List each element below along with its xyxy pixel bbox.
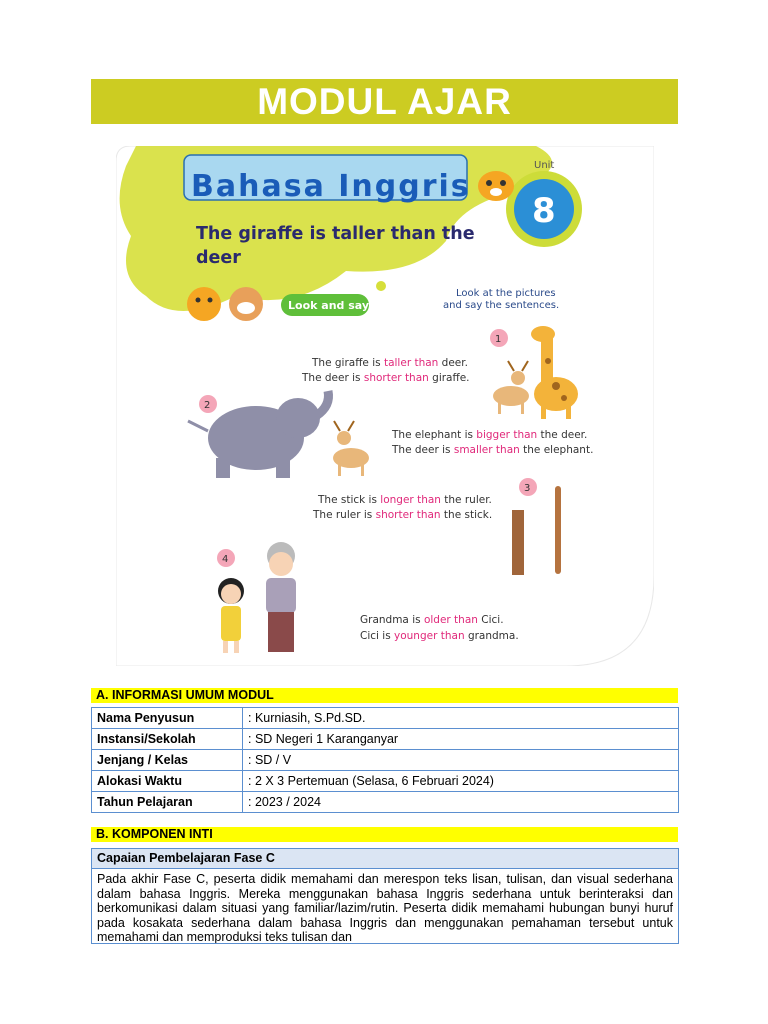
item-3-number: 3 xyxy=(524,483,531,494)
unit-label: Unit xyxy=(534,160,555,171)
table-row xyxy=(92,729,679,750)
subject-text: Bahasa Inggris xyxy=(191,169,471,204)
row-value: : 2 X 3 Pertemuan (Selasa, 6 Februari 2024) xyxy=(243,771,679,792)
row-key: Jenjang / Kelas xyxy=(92,750,243,771)
tiger-icon xyxy=(478,171,514,201)
item-1-sentence-1: The giraffe is taller than deer. xyxy=(312,357,468,369)
cover-illustration xyxy=(116,146,654,666)
grandma-illustration xyxy=(266,542,296,652)
row-key: Nama Penyusun xyxy=(92,708,243,729)
ruler-illustration xyxy=(512,510,524,575)
item-4-number: 4 xyxy=(222,554,229,565)
item-4-sentence-2: Cici is younger than grandma. xyxy=(360,630,519,642)
table-row xyxy=(92,792,679,813)
item-3-sentence-1: The stick is longer than the ruler. xyxy=(318,494,492,506)
document-title-bar xyxy=(91,79,678,124)
row-value: : 2023 / 2024 xyxy=(243,792,679,813)
row-key: Alokasi Waktu xyxy=(92,771,243,792)
row-value: : SD Negeri 1 Karanganyar xyxy=(243,729,679,750)
instruction-line2: and say the sentences. xyxy=(443,300,560,311)
section-a-heading: A. INFORMASI UMUM MODUL xyxy=(91,688,678,703)
item-4-sentence-1: Grandma is older than Cici. xyxy=(360,614,504,626)
lesson-title-line1: The giraffe is taller than the xyxy=(196,224,475,244)
item-2-number: 2 xyxy=(204,400,211,411)
item-1-number: 1 xyxy=(495,334,502,345)
capaian-text: Pada akhir Fase C, peserta didik memahami dan merespon teks lisan, tulisan, dan visual sederhana dalam bahasa Inggris. Mereka menggunakan bahasa Inggris sederhana untuk berinteraksi dan berkomunikasi dalam situasi yang familiar/lazim/rutin. Peserta didik memahami hubungan bunyi huruf pada kosakata sederhana dalam bahasa Inggris dan menggunakan pemahaman tersebut untuk memahami dan memproduksi teks tulisan dan xyxy=(97,872,673,943)
capaian-box xyxy=(91,848,679,944)
table-row xyxy=(92,708,679,729)
row-value: : Kurniasih, S.Pd.SD. xyxy=(243,708,679,729)
capaian-title: Capaian Pembelajaran Fase C xyxy=(92,849,678,869)
lesson-title-line2: deer xyxy=(196,248,241,268)
section-b-heading: B. KOMPONEN INTI xyxy=(91,827,678,842)
instruction-line1: Look at the pictures xyxy=(456,288,556,299)
row-value: : SD / V xyxy=(243,750,679,771)
table-row xyxy=(92,750,679,771)
info-table xyxy=(91,707,679,813)
row-key: Instansi/Sekolah xyxy=(92,729,243,750)
row-key: Tahun Pelajaran xyxy=(92,792,243,813)
document-title: MODUL AJAR xyxy=(257,80,512,122)
stick-illustration xyxy=(555,486,561,574)
look-and-say-text: Look and say xyxy=(288,299,370,312)
item-1-sentence-2: The deer is shorter than giraffe. xyxy=(302,372,470,384)
unit-number: 8 xyxy=(532,191,556,231)
item-2-sentence-2: The deer is smaller than the elephant. xyxy=(392,444,594,456)
item-2-sentence-1: The elephant is bigger than the deer. xyxy=(392,429,588,441)
table-row xyxy=(92,771,679,792)
item-3-sentence-2: The ruler is shorter than the stick. xyxy=(313,509,493,521)
